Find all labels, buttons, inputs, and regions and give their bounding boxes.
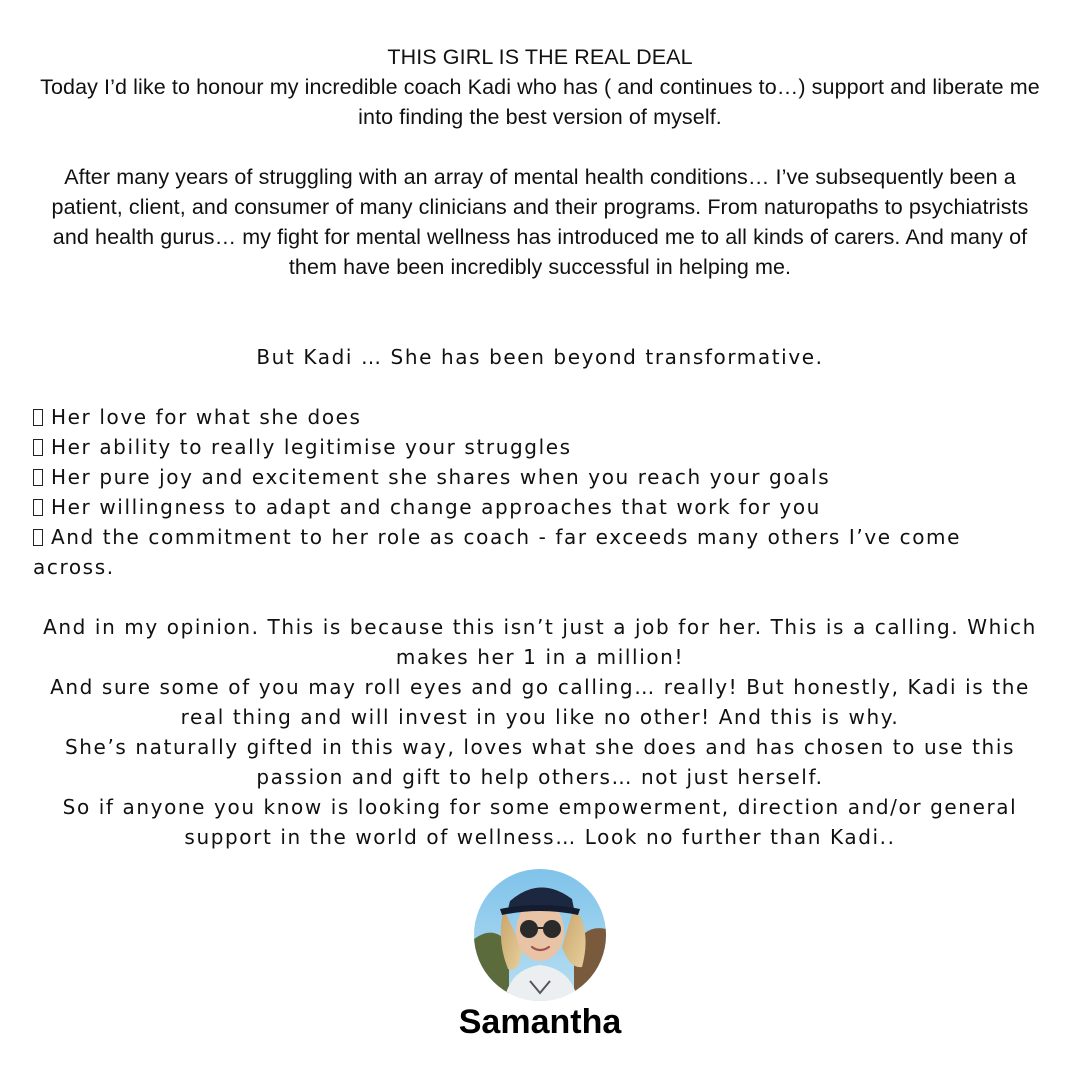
intro-section — [33, 42, 1047, 282]
testimonial-intro — [33, 42, 1047, 132]
list-item — [33, 462, 1047, 492]
checkbox-icon — [33, 469, 43, 486]
transform-line: But Kadi … She has been beyond transformative. — [256, 345, 824, 369]
avatar — [474, 869, 606, 1001]
checkbox-icon — [33, 499, 43, 516]
qualities-list — [33, 402, 1047, 582]
person-photo-icon — [474, 869, 606, 1001]
quality-text: Her love for what she does — [51, 405, 362, 429]
testimonial-body — [33, 42, 1047, 852]
history-paragraph: After many years of struggling with an array of mental health conditions… I’ve subsequently been a patient, client, and consumer of many clinicians and their programs. From naturopaths to psychiatrists and health gurus… my fight for mental wellness has introduced me to all kinds of carers. And many of them have been incredibly successful in helping me. — [51, 165, 1029, 279]
closing-line: And in my opinion. This is because this isn’t just a job for her. This is a calling. Which makes her 1 in a million! — [43, 615, 1037, 669]
checkbox-icon — [33, 529, 43, 546]
checkbox-icon — [33, 439, 43, 456]
author-name: Samantha — [458, 1003, 622, 1041]
quality-text: Her willingness to adapt and change approaches that work for you — [51, 495, 821, 519]
list-item — [33, 522, 1047, 582]
quality-text: Her ability to really legitimise your struggles — [51, 435, 572, 459]
quality-text: And the commitment to her role as coach - far exceeds many others I’ve come across. — [33, 525, 962, 579]
closing-line: And sure some of you may roll eyes and go calling… really! But honestly, Kadi is the real thing and will invest in you like no other! And this is why. — [50, 675, 1030, 729]
testimonial-heading: THIS GIRL IS THE REAL DEAL — [387, 45, 693, 69]
list-item — [33, 432, 1047, 462]
list-item — [33, 402, 1047, 432]
closing-line: She’s naturally gifted in this way, loves what she does and has chosen to use this passion and gift to help others… not just herself. — [64, 735, 1015, 789]
intro-line: Today I’d like to honour my incredible coach Kadi who has ( and continues to…) support and liberate me into finding the best version of myself. — [40, 75, 1040, 129]
list-item — [33, 492, 1047, 522]
checkbox-icon — [33, 409, 43, 426]
quality-text: Her pure joy and excitement she shares when you reach your goals — [51, 465, 831, 489]
closing-line: So if anyone you know is looking for some empowerment, direction and/or general support in the world of wellness… Look no further than Kadi.. — [62, 795, 1018, 849]
closing-section — [33, 612, 1047, 852]
